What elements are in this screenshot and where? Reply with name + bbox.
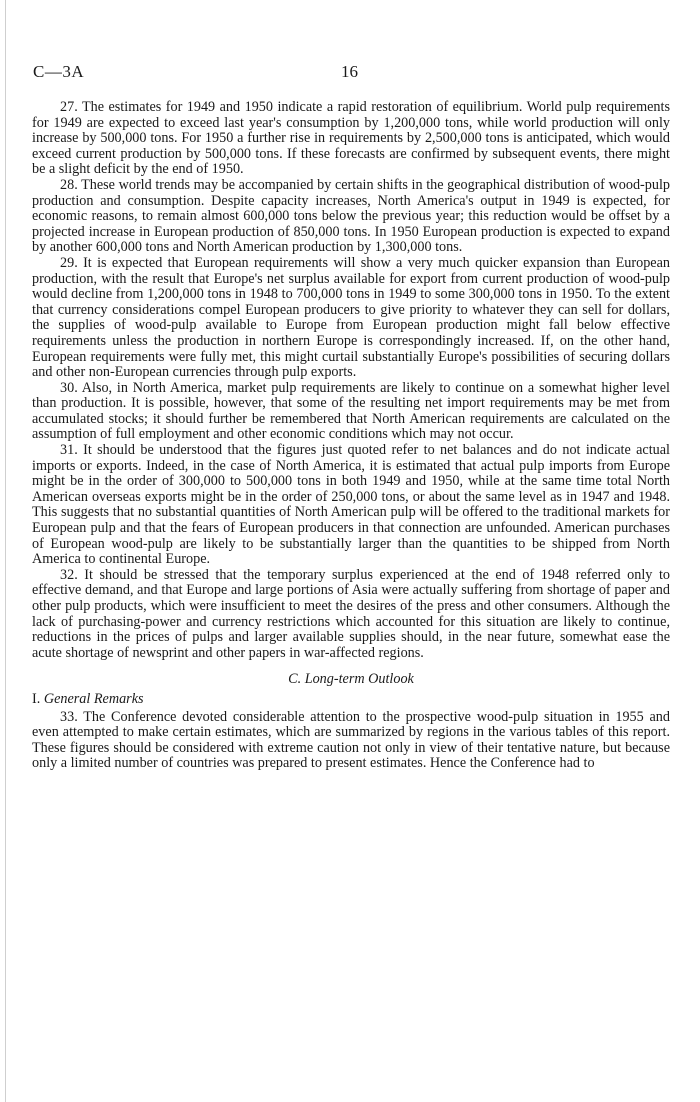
paragraph-30: 30. Also, in North America, market pulp requirements are likely to continue on a somewhat higher level than production. It is possible, however, that some of the resulting net import requirements may be met from accumulated stocks; it should further be remembered that North American requirements are calculated on the assumption of full employment and other economic conditions which may not occur.: [32, 379, 670, 443]
paragraph-33: 33. The Conference devoted considerable attention to the prospective wood-pulp situation in 1955 and even attempted to make certain estimates, which are summarized by regions in the various tables of this report. These figures should be considered with extreme caution not only in view of their tentative nature, but because only a limited number of countries was prepared to present estimates. Hence the Conference had to: [32, 708, 670, 772]
subsection-heading: [32, 692, 670, 708]
paragraph-28: 28. These world trends may be accompanied by certain shifts in the geographical distribution of wood-pulp production and consumption. Despite capacity increases, North America's output in 1949 is expected, for economic reasons, to remain almost 600,000 tons below the previous year; this reduction would be offset by a projected increase in European production of 850,000 tons. In 1950 European production is expected to expand by another 600,000 tons and North American production by 1,300,000 tons.: [32, 176, 670, 256]
paragraph-32: 32. It should be stressed that the temporary surplus experienced at the end of 1948 referred only to effective demand, and that Europe and large portions of Asia were actually suffering from shortage of paper and other pulp products, which were insufficient to meet the desires of the press and other consumers. Although the lack of purchasing-power and currency restrictions which accounted for this situation are likely to continue, reductions in the prices of pulps and larger available supplies should, in the near future, somewhat ease the acute shortage of newsprint and other papers in war-affected regions.: [32, 566, 670, 661]
subsection-number: I.: [32, 690, 41, 707]
page-header: [33, 62, 672, 84]
paragraph-29: 29. It is expected that European requirements will show a very much quicker expansion than European production, with the result that Europe's net surplus available for export from current production of wood-pulp would decline from 1,200,000 tons in 1948 to 700,000 tons in 1949 to some 300,000 tons in 1950. To the extent that currency considerations compel European producers to give priority to whatever they can sell for dollars, the supplies of wood-pulp available to Europe from European production might fall below effective requirements unless the production in northern Europe is correspondingly increased. If, on the other hand, European requirements were fully met, this might curtail substantially Europe's possibilities of securing dollars and other non-European currencies through pulp exports.: [32, 254, 670, 381]
page-edge-rule: [5, 0, 6, 1102]
section-title: C. Long-term Outlook: [288, 671, 414, 688]
paragraph-27: 27. The estimates for 1949 and 1950 indicate a rapid restoration of equilibrium. World pulp requirements for 1949 are expected to exceed last year's consumption by 1,200,000 tons, while world production will only increase by 500,000 tons. For 1950 a further rise in requirements by 2,500,000 tons is anticipated, which would exceed current production by 500,000 tons. If these forecasts are confirmed by subsequent events, there might be a slight deficit by the end of 1950.: [32, 99, 670, 178]
body-text: [32, 100, 670, 772]
page-number: 16: [341, 62, 358, 81]
subsection-label: General Remarks: [43, 690, 144, 707]
paragraph-31: 31. It should be understood that the figures just quoted refer to net balances and do not indicate actual imports or exports. Indeed, in the case of North America, it is estimated that actual pulp imports from Europe might be in the order of 300,000 to 500,000 tons in both 1949 and 1950, while at the same time total North American overseas exports might be in the order of 250,000 tons, or about the same level as in 1947 and 1948. This suggests that no substantial quantities of North American pulp will be offered to the traditional markets for European pulp and that the fears of European producers in that connection are unfounded. American purchases of European wood-pulp are likely to be substantially larger than the quantities to be shipped from North America to continental Europe.: [32, 442, 670, 568]
document-id: C—3A: [33, 62, 85, 81]
